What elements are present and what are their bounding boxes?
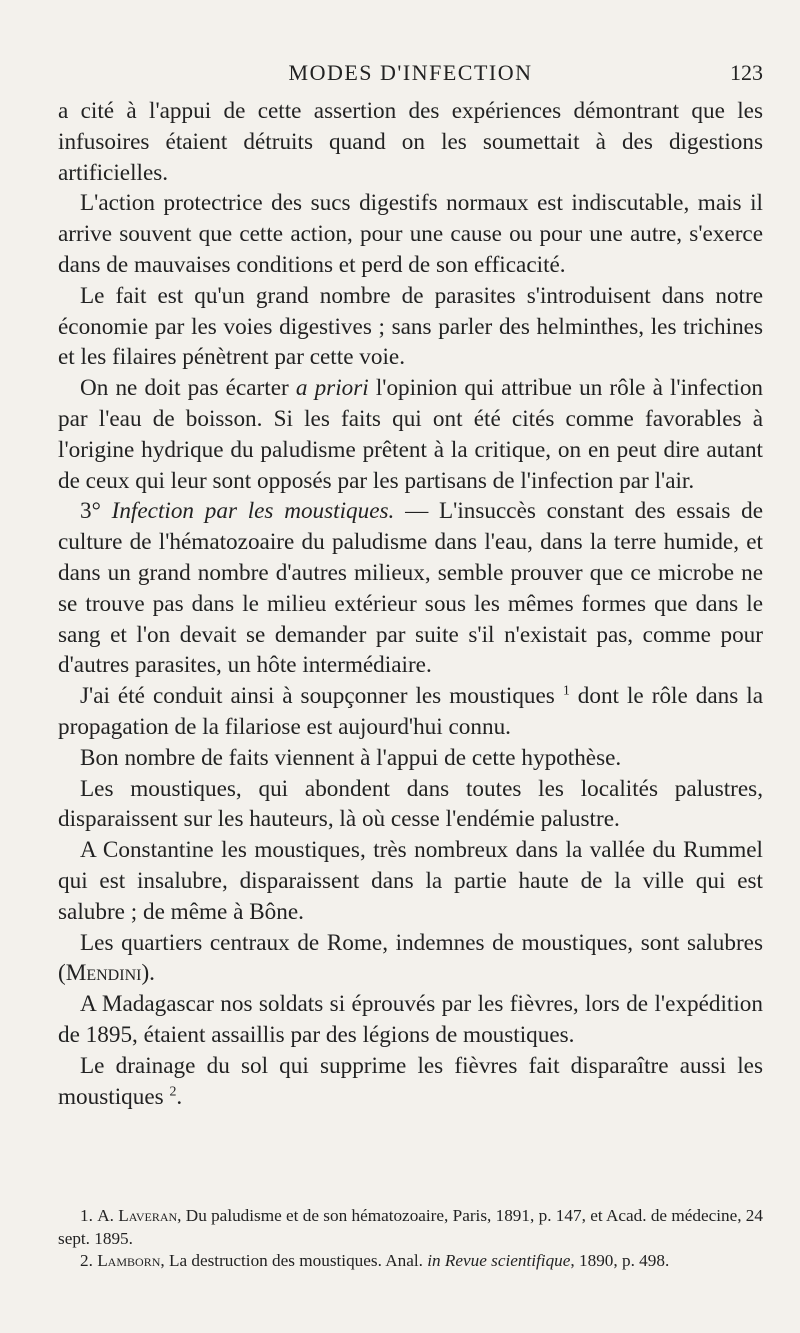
section-heading: Infection par les moustiques.	[111, 498, 395, 525]
paragraph: Le fait est qu'un grand nombre de parasites s'introduisent dans notre économie par les voies digestives ; sans parler des helminthes, les trichines et les filaires pénètrent par cette voie.	[58, 282, 763, 371]
paragraph: Les quartiers centraux de Rome, indemnes de moustiques, sont salubres (Mendini).	[58, 929, 763, 987]
footnote-author: A. Laveran	[97, 1206, 178, 1225]
page-header	[58, 60, 763, 90]
italic-phrase: a priori	[295, 375, 369, 402]
body-text	[58, 96, 763, 1112]
footnote-ref: 2	[169, 1083, 177, 1099]
paragraph: Le drainage du sol qui supprime les fièvres fait disparaître aussi les moustiques $^2$.	[58, 1052, 763, 1110]
paragraph: Les moustiques, qui abondent dans toutes les localités palustres, disparaissent sur les hauteurs, là où cesse l'endémie palustre.	[58, 775, 763, 833]
paragraph: A Madagascar nos soldats si éprouvés par les fièvres, lors de l'expédition de 1895, étaient assaillis par des légions de moustiques.	[58, 991, 763, 1048]
footnote-author: Lamborn	[97, 1251, 161, 1271]
section-paragraph: 3° Infection par les moustiques. — L'insuccès constant des essais de culture de l'hématozoaire du paludisme dans l'eau, dans la terre humide, et dans un grand nombre d'autres milieux, semble prouver que ce microbe ne se trouve pas dans le milieu extérieur sous les mêmes formes que dans le sang et l'on devait se demander par suite s'il n'existait pas, comme pour d'autres parasites, un hôte intermédiaire.	[58, 498, 763, 679]
journal-title: in Revue scientifique	[427, 1251, 571, 1271]
footnote: 2. Lamborn, La destruction des moustiques. Anal. in Revue scientifique, 1890, p. 498.	[80, 1251, 670, 1271]
paragraph: J'ai été conduit ainsi à soupçonner les moustiques $^1$ dont le rôle dans la propagation de la filariose est aujourd'hui connu.	[58, 683, 763, 740]
footnotes	[58, 1205, 763, 1273]
paragraph: Bon nombre de faits viennent à l'appui de cette hypothèse.	[80, 744, 622, 771]
author-name: Mendini	[65, 960, 142, 987]
page-number: 123	[730, 60, 763, 85]
running-title: MODES D'INFECTION	[288, 60, 533, 85]
footnote: 1. A. Laveran, Du paludisme et de son hématozoaire, Paris, 1891, p. 147, et Acad. de médecine, 24 sept. 1895.	[58, 1206, 763, 1248]
paragraph: L'action protectrice des sucs digestifs normaux est indiscutable, mais il arrive souvent que cette action, pour une cause ou pour une autre, s'exerce dans de mauvaises conditions et perd de son efficacité.	[58, 190, 763, 278]
paragraph: On ne doit pas écarter a priori l'opinion qui attribue un rôle à l'infection par l'eau de boisson. Si les faits qui ont été cités comme favorables à l'origine hydrique du paludisme prêtent à la critique, on en peut dire autant de ceux qui leur sont opposés par les partisans de l'infection par l'air.	[58, 375, 764, 494]
paragraph: a cité à l'appui de cette assertion des expériences démontrant que les infusoires étaient détruits quand on les soumettait à des digestions artificielles.	[58, 98, 763, 186]
paragraph: A Constantine les moustiques, très nombreux dans la vallée du Rummel qui est insalubre, disparaissent dans la partie haute de la ville qui est salubre ; de même à Bône.	[58, 837, 763, 925]
footnote-ref: 1	[562, 683, 570, 699]
